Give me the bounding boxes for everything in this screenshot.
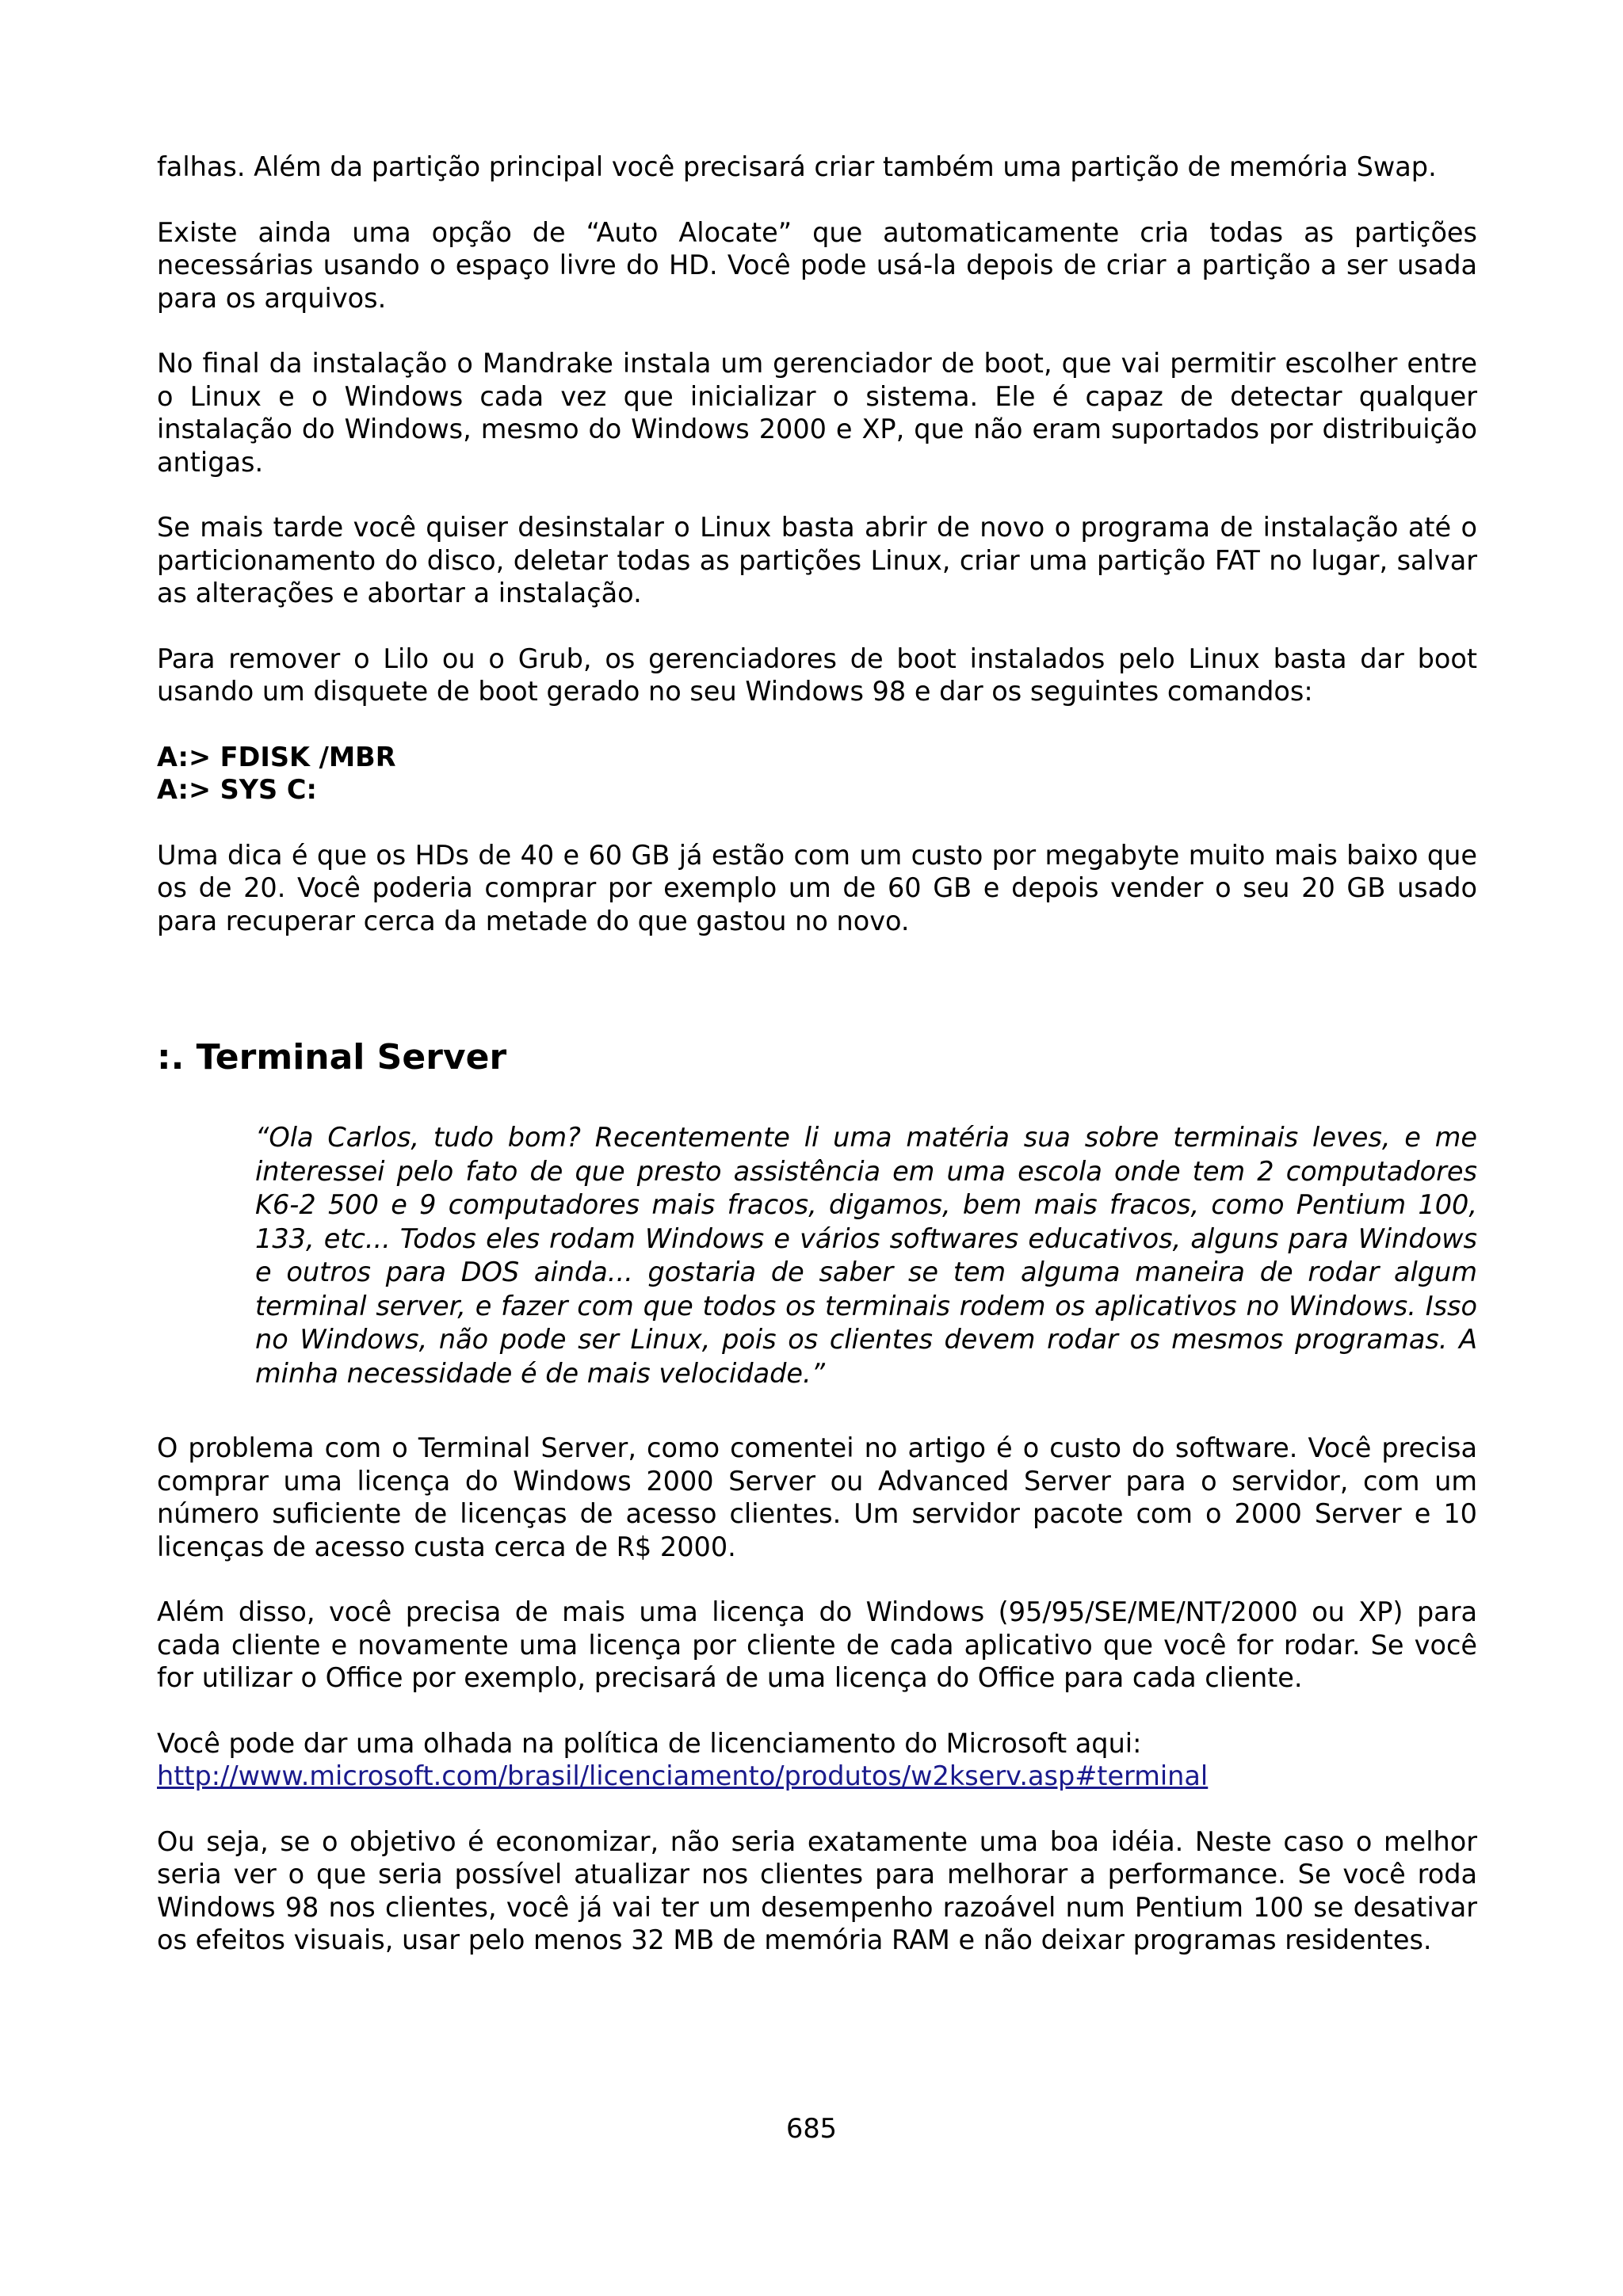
command-block xyxy=(157,741,1477,807)
page-number: 685 xyxy=(786,2113,837,2144)
paragraph-conclusion: Ou seja, se o objetivo é economizar, não seria exatamente uma boa idéia. Neste caso o melhor seria ver o que seria possível atualizar nos clientes para melhorar a performance. Se você roda Windows 98 nos clientes, você já vai ter um desempenho razoável num Pentium 100 se desativar os efeitos visuais, usar pelo menos 32 MB de memória RAM e não deixar programas residentes. xyxy=(157,1825,1477,1955)
page-content xyxy=(157,151,1477,1957)
section-title: :. Terminal Server xyxy=(157,1037,507,1077)
paragraph-licensing xyxy=(157,1727,1477,1793)
paragraph-remove-lilo: Para remover o Lilo ou o Grub, os gerenciadores de boot instalados pelo Linux basta dar boot usando um disquete de boot gerado no seu Windows 98 e dar os seguintes comandos: xyxy=(157,643,1477,707)
licensing-link[interactable]: http://www.microsoft.com/brasil/licenciamento/produtos/w2kserv.asp#terminal xyxy=(157,1760,1209,1791)
paragraph-boot-manager: No final da instalação o Mandrake instala um gerenciador de boot, que vai permitir escolher entre o Linux e o Windows cada vez que inicializar o sistema. Ele é capaz de detectar qualquer instalação do Windows, mesmo do Windows 2000 e XP, que não eram suportados por distribuição antigas. xyxy=(157,348,1477,478)
paragraph-swap: falhas. Além da partição principal você precisará criar também uma partição de memória Swap. xyxy=(157,151,1437,182)
paragraph-license-cost: O problema com o Terminal Server, como comentei no artigo é o custo do software. Você precisa comprar uma licença do Windows 2000 Server ou Advanced Server para o servidor, com um número suficiente de licenças de acesso clientes. Um servidor pacote com o 2000 Server e 10 licenças de acesso custa cerca de R$ 2000. xyxy=(157,1432,1477,1562)
reader-quote: “Ola Carlos, tudo bom? Recentemente li uma matéria sua sobre terminais leves, e me interessei pelo fato de que presto assistência em uma escola onde tem 2 computadores K6-2 500 e 9 computadores mais fracos, digamos, bem mais fracos, como Pentium 100, 133, etc... Todos eles rodam Windows e vários softwares educativos, alguns para Windows e outros para DOS ainda... gostaria de saber se tem alguma maneira de rodar algum terminal server, e fazer com que todos os terminais rodem os aplicativos no Windows. Isso no Windows, não pode ser Linux, pois os clientes devem rodar os mesmos programas. A minha necessidade é de mais velocidade.” xyxy=(255,1122,1477,1389)
paragraph-auto-alocate: Existe ainda uma opção de “Auto Alocate” que automaticamente cria todas as partições necessárias usando o espaço livre do HD. Você pode usá-la depois de criar a partição a ser usada para os arquivos. xyxy=(157,216,1477,314)
command-fdisk: A:> FDISK /MBR xyxy=(157,741,396,772)
paragraph-client-license: Além disso, você precisa de mais uma licença do Windows (95/95/SE/ME/NT/2000 ou XP) para cada cliente e novamente uma licença por cliente de cada aplicativo que você for rodar. Se você for utilizar o Office por exemplo, precisará de uma licença do Office para cada cliente. xyxy=(157,1596,1477,1693)
command-sys: A:> SYS C: xyxy=(157,774,317,805)
paragraph-uninstall-linux: Se mais tarde você quiser desinstalar o Linux basta abrir de novo o programa de instalação até o particionamento do disco, deletar todas as partições Linux, criar uma partição FAT no lugar, salvar as alterações e abortar a instalação. xyxy=(157,512,1477,608)
paragraph-hd-tip: Uma dica é que os HDs de 40 e 60 GB já estão com um custo por megabyte muito mais baixo que os de 20. Você poderia comprar por exemplo um de 60 GB e depois vender o seu 20 GB usado para recuperar cerca da metade do que gastou no novo. xyxy=(157,839,1477,936)
licensing-text: Você pode dar uma olhada na política de licenciamento do Microsoft aqui: xyxy=(157,1727,1142,1759)
